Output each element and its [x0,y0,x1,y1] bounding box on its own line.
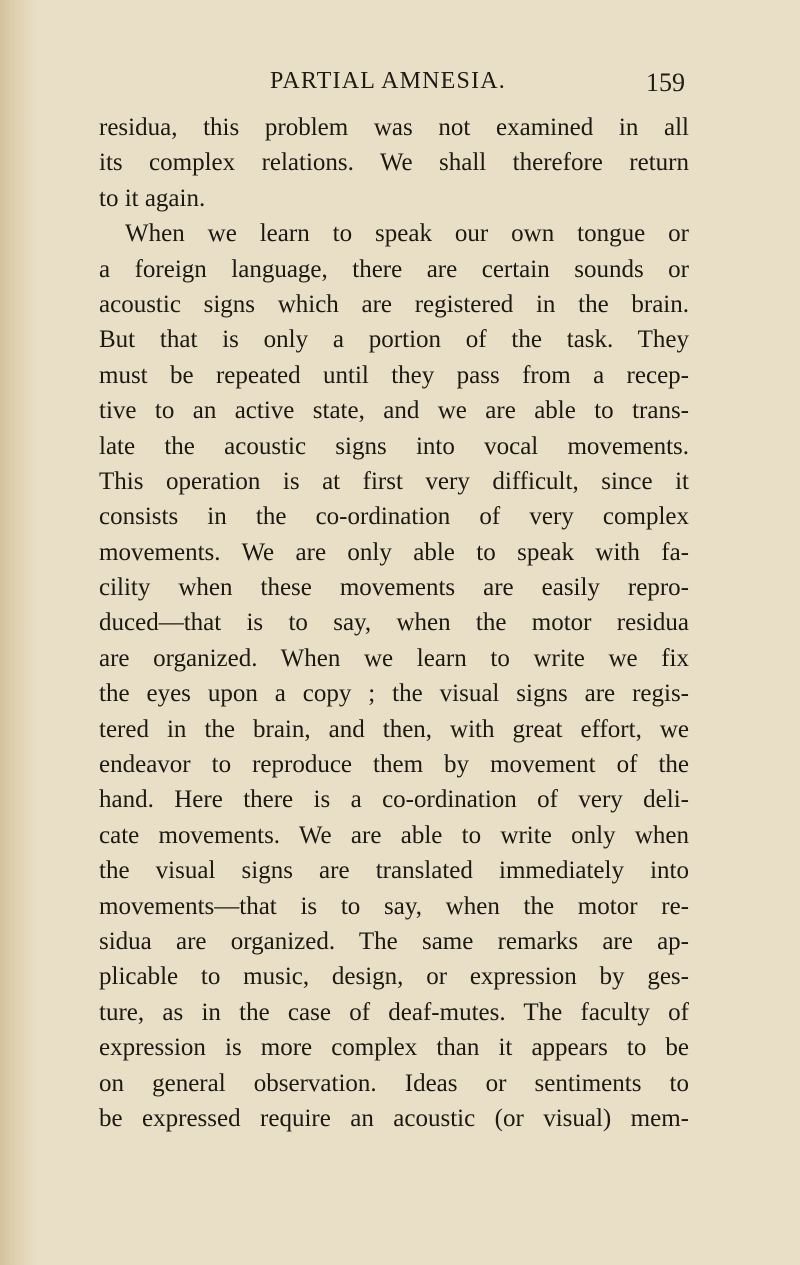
text-line: be expressed require an acoustic (or visual) mem- [99,1104,689,1132]
text-line: movements—that is to say, when the motor re- [99,892,689,920]
body-text [99,110,689,1136]
text-line: must be repeated until they pass from a recep- [99,361,689,389]
text-line: late the acoustic signs into vocal movements. [99,432,689,460]
text-line: tered in the brain, and then, with great effort, we [99,715,689,743]
text-line: are organized. When we learn to write we fix [99,644,689,672]
running-title: PARTIAL AMNESIA. [270,68,507,94]
text-line: tive to an active state, and we are able to trans- [99,397,689,425]
text-line: on general observation. Ideas or sentiments to [99,1069,689,1097]
text-line: When we learn to speak our own tongue or [125,220,689,248]
text-line: its complex relations. We shall therefore return [99,149,689,177]
text-line: acoustic signs which are registered in the brain. [99,290,689,318]
text-line: This operation is at first very difficult, since it [99,467,689,495]
text-line: endeavor to reproduce them by movement of the [99,751,689,779]
text-line: duced—that is to say, when the motor residua [99,609,689,637]
text-line: to it again. [99,184,206,212]
text-line: plicable to music, design, or expression by ges- [99,963,689,991]
text-line: But that is only a portion of the task. They [99,326,689,354]
page-number: 159 [646,68,685,97]
text-line: hand. Here there is a co-ordination of very deli- [99,786,689,814]
text-line: cate movements. We are able to write only when [99,821,689,849]
page-header [100,68,685,108]
text-line: movements. We are only able to speak with fa- [99,538,689,566]
text-line: residua, this problem was not examined in all [99,114,689,141]
text-line: expression is more complex than it appears to be [99,1034,689,1062]
text-line: cility when these movements are easily repro- [99,574,689,602]
text-line: ture, as in the case of deaf-mutes. The faculty of [99,998,689,1026]
text-line: sidua are organized. The same remarks are ap- [99,927,689,955]
page-gutter-shadow [0,0,38,1265]
text-line: consists in the co-ordination of very complex [99,503,689,531]
text-line: the eyes upon a copy ; the visual signs are regis- [99,680,689,708]
text-line: a foreign language, there are certain sounds or [99,255,689,283]
text-line: the visual signs are translated immediately into [99,857,689,885]
